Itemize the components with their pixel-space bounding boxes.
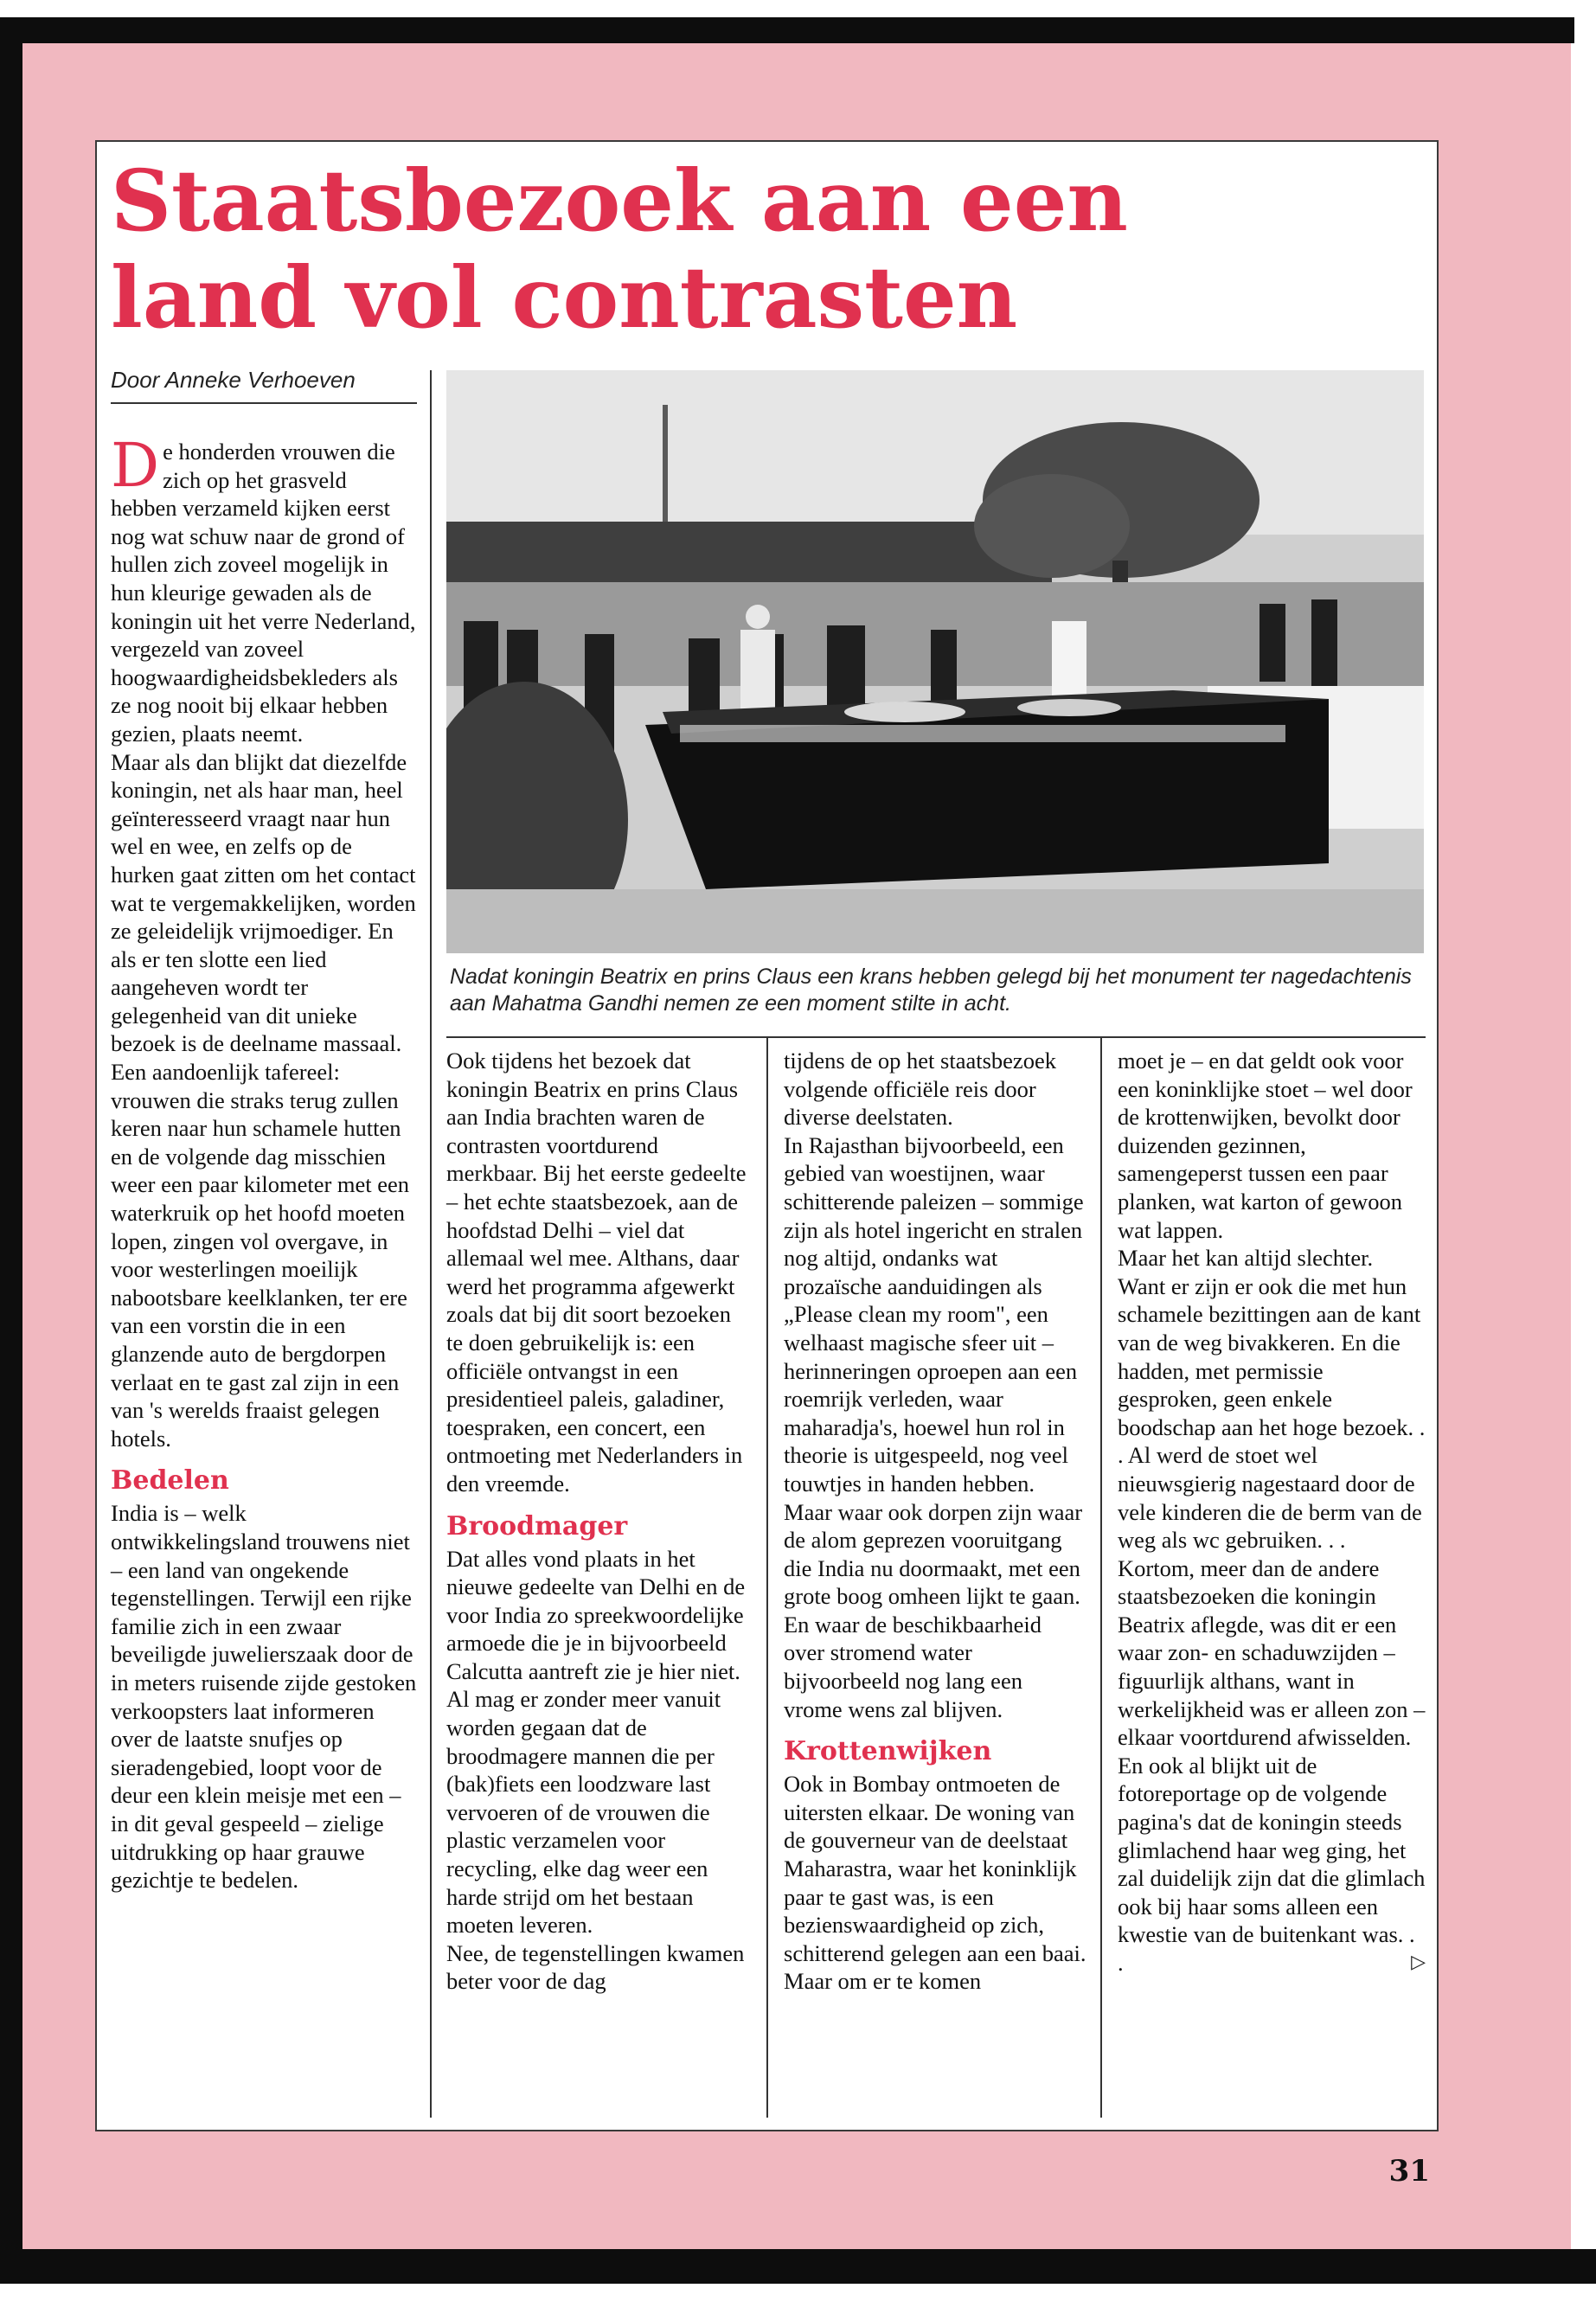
column-divider-3 bbox=[1100, 1038, 1102, 2118]
drop-cap: D bbox=[111, 430, 160, 501]
photo-illustration bbox=[446, 370, 1424, 953]
subheading-bedelen: Bedelen bbox=[111, 1465, 229, 1497]
paragraph: India is – welk ontwikkelingsland trouwens niet – een land van ongekende tegenstellingen. Terwijl een rijke familie zich in een zwaar beveiligde juwelierszaak door de in meters ruisende zijde gestoken verkoopsters laat informeren over de laatste snufjes op sieradengebied, loopt voor de deur een klein meisje met een – in dit geval gespeeld – zielige uitdrukking op haar grauwe gezichtje te bedelen. bbox=[111, 1500, 417, 1894]
paragraph bbox=[1118, 1554, 1426, 1977]
paragraph: tijdens de op het staatsbezoek volgende officiële reis door diverse deelstaten. bbox=[784, 1048, 1056, 1131]
intro-text: e honderden vrouwen die zich op het grasveld hebben verzameld kijken eerst nog wat schuw naar de grond of hullen zich zoveel mogelijk in hun kleurige gewaden als de koningin uit het verre Nederland, vergezeld van zoveel hoogwaardigheidsbekleders als ze nog nooit bij elkaar hebben gezien, plaats neemt. bbox=[111, 439, 416, 747]
scan-border-bottom bbox=[0, 2249, 1596, 2284]
scan-border-top bbox=[0, 17, 1574, 43]
title-line-1: Staatsbezoek aan een bbox=[111, 151, 1128, 250]
paragraph-text: Kortom, meer dan de andere staatsbezoeken die koningin Beatrix aflegde, was dit er een waar zon- en schaduwzijden – figuurlijk althans, want in werkelijkheid was er alleen zon – elkaar voortdurend afwisselden. En ook al blijkt uit de fotoreportage op de volgende pagina's dat de koningin steeds glimlachend haar weg ging, het zal duidelijk zijn dat die glimlach ook bij haar soms alleen een kwestie van de buitenkant was. . . bbox=[1118, 1554, 1426, 1976]
byline: Door Anneke Verhoeven bbox=[111, 367, 417, 404]
intro-paragraph bbox=[111, 430, 417, 748]
page-number: 31 bbox=[1388, 2154, 1430, 2189]
article-title bbox=[111, 152, 1235, 346]
article-photo bbox=[446, 370, 1424, 953]
paragraph: moet je – en dat geldt ook voor een koninklijke stoet – wel door de krottenwijken, bevolkt door duizenden gezinnen, samengeperst tussen een paar planken, wat karton of gewoon wat lappen. bbox=[1118, 1048, 1413, 1243]
paragraph: Dat alles vond plaats in het nieuwe gedeelte van Delhi en de voor India zo spreekwoordelijke armoede die je in bijvoorbeeld Calcutta aantreft zie je hier niet. Al mag er zonder meer vanuit worden gegaan dat de broodmagere mannen die per (bak)fiets een loodzware last vervoeren of de vrouwen die plastic verzamelen voor recycling, elke dag weer een harde strijd om het bestaan moeten leveren. bbox=[446, 1545, 746, 1939]
paragraph: In Rajasthan bijvoorbeeld, een gebied van woestijnen, waar schitterende paleizen – sommige zijn als hotel ingericht en stralen nog altijd, ondanks wat prozaïsche aanduidingen als „Please clean my room", een welhaast magische sfeer uit – herinneringen oproepen aan een roemrijk verleden, waar maharadja's, hoewel hun rol in theorie is uitgespeeld, nog veel touwtjes in handen hebben. Maar waar ook dorpen zijn waar de alom geprezen vooruitgang die India nu doormaakt, met een grote boog omheen lijkt te gaan. En waar de beschikbaarheid over stromend water bijvoorbeeld nog lang een vrome wens zal blijven. bbox=[784, 1131, 1084, 1722]
paragraph: Maar als dan blijkt dat diezelfde koningin, net als haar man, heel geïnteresseerd vraagt naar hun wel en wee, en zelfs op de hurken gaat zitten om het contact wat te vergemakkelijken, worden ze geleidelijk vrijmoediger. En als er ten slotte een lied aangeheven wordt ter gelegenheid van dit unieke bezoek is de deelname massaal. bbox=[111, 748, 416, 1057]
paragraph: Maar het kan altijd slechter. Want er zijn er ook die met hun schamele bezittingen aan de kant van de weg bivakkeren. En die hadden, met permissie gesproken, geen enkele boodschap aan het hoge bezoek. . . Al werd de stoet wel nieuwsgierig nagestaard door de vele kinderen die de berm van de weg als wc gebruiken. . . bbox=[1118, 1245, 1426, 1554]
paragraph: Ook tijdens het bezoek dat koningin Beatrix en prins Claus aan India brachten waren de contrasten voortdurend merkbaar. Bij het eerste gedeelte – het echte staatsbezoek, aan de hoofdstad Delhi – viel dat allemaal wel mee. Althans, daar werd het programma afgewerkt zoals dat bij dit soort bezoeken te doen gebruikelijk is: een officiële ontvangst in een presidentieel paleis, galadiner, toespraken, een concert, een ontmoeting met Nederlanders in den vreemde. bbox=[446, 1048, 747, 1497]
column-3 bbox=[784, 1047, 1086, 2119]
subheading-broodmager: Broodmager bbox=[446, 1510, 628, 1541]
paragraph: Ook in Bombay ontmoeten de uitersten elkaar. De woning van de gouverneur van de deelstaat Maharastra, waar het koninklijk paar te gast was, is een bezienswaardigheid op zich, schitterend gelegen aan een baai. Maar om er te komen bbox=[784, 1771, 1086, 1995]
end-mark-icon: ▷ bbox=[1411, 1952, 1426, 1973]
column-1 bbox=[111, 430, 417, 2121]
photo-caption: Nadat koningin Beatrix en prins Claus een krans hebben gelegd bij het monument ter nagedachtenis aan Mahatma Gandhi nemen ze een moment stilte in acht. bbox=[450, 965, 1412, 1016]
paragraph: Nee, de tegenstellingen kwamen beter voor de dag bbox=[446, 1939, 745, 1995]
paragraph: Een aandoenlijk tafereel: vrouwen die straks terug zullen keren naar hun schamele hutten en de volgende dag misschien weer een paar kilometer met een waterkruik op het hoofd moeten lopen, zingen vol overgave, in voor westerlingen moeilijk nabootsbare keelklanken, ter ere van een vorstin die in een glanzende auto de bergdorpen verlaat en te gast zal zijn in een van 's werelds fraaist gelegen hotels. bbox=[111, 1059, 410, 1452]
subheading-krottenwijken: Krottenwijken bbox=[784, 1736, 992, 1767]
column-4 bbox=[1118, 1047, 1426, 2119]
column-2 bbox=[446, 1047, 751, 2119]
scan-border-left bbox=[0, 17, 22, 2266]
column-divider-2 bbox=[766, 1038, 768, 2118]
title-line-2: land vol contrasten bbox=[111, 248, 1018, 347]
column-divider-1 bbox=[430, 370, 432, 2118]
caption-divider bbox=[446, 1036, 1426, 1038]
